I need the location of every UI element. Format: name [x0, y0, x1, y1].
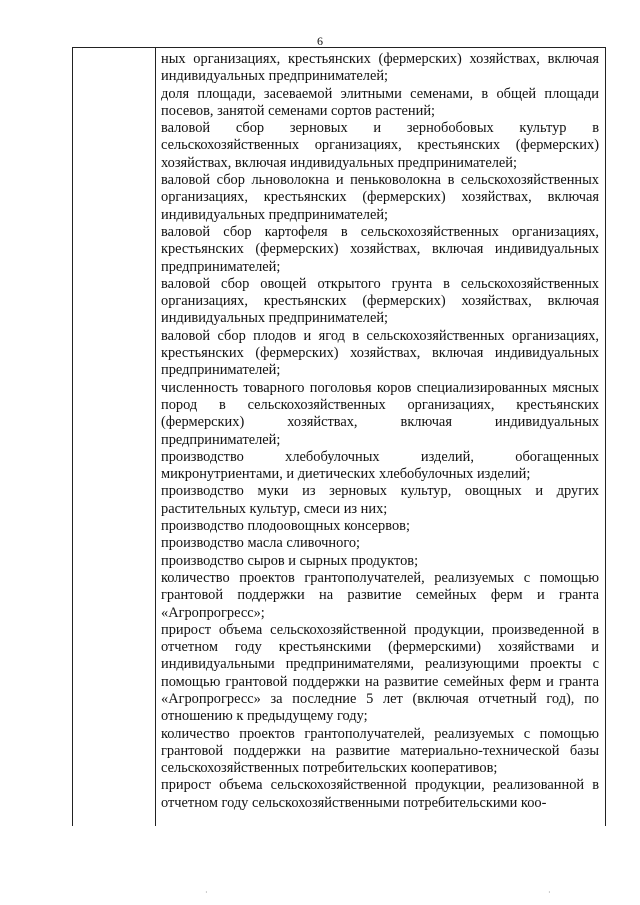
indicator-item: валовой сбор льноволокна и пеньковолокна в сельскохозяйственных организациях, крестьянских (фермерских) хозяйствах, включая индивидуальных предпринимателей;: [161, 172, 599, 223]
indicator-item: валовой сбор зерновых и зернобобовых культур в сельскохозяйственных организациях, крестьянских (фермерских) хозяйствах, включая индивидуальных предпринимателей;: [161, 120, 599, 171]
table-text-column: [156, 48, 605, 826]
indicator-item: количество проектов грантополучателей, реализуемых с помощью грантовой поддержки на развитие семейных ферм и гранта «Агропрогресс»;: [161, 569, 599, 621]
indicator-item: ных организациях, крестьянских (фермерских) хозяйствах, включая индивидуальных предпринимателей;: [161, 51, 599, 85]
indicator-item: валовой сбор картофеля в сельскохозяйственных организациях, крестьянских (фермерских) хозяйствах, включая индивидуальных предпринимателей;: [161, 223, 599, 275]
indicator-item: производство масла сливочного;: [161, 535, 361, 552]
scan-mark: ·: [205, 888, 208, 897]
document-table: [72, 47, 606, 826]
indicator-item: производство муки из зерновых культур, овощных и других растительных культур, смеси из них;: [161, 483, 599, 517]
indicator-item: количество проектов грантополучателей, реализуемых с помощью грантовой поддержки на развитие материально-технической базы сельскохозяйственных потребительских кооперативов;: [161, 725, 599, 777]
indicator-item: численность товарного поголовья коров специализированных мясных пород в сельскохозяйственных организациях, крестьянских (фермерских) хозяйствах, включая индивидуальных предпринимателей;: [161, 379, 599, 448]
indicator-item: производство хлебобулочных изделий, обогащенных микронутриентами, и диетических хлебобулочных изделий;: [161, 448, 599, 483]
indicator-item: прирост объема сельскохозяйственной продукции, произведенной в отчетном году крестьянскими (фермерскими) хозяйствами и индивидуальными предпринимателями, реализующими проекты с помощью грантовой поддержки на развитие семейных ферм и гранта «Агропрогресс» за последние 5 лет (включая отчетный год), по отношению к предыдущему году;: [161, 621, 599, 725]
indicator-item: доля площади, засеваемой элитными семенами, в общей площади посевов, занятой семенами сортов растений;: [161, 85, 599, 119]
indicator-item: производство плодоовощных консервов;: [161, 518, 410, 535]
indicator-item: производство сыров и сырных продуктов;: [161, 552, 419, 569]
indicator-item: валовой сбор плодов и ягод в сельскохозяйственных организациях, крестьянских (фермерских) хозяйствах, включая индивидуальных предпринимателей;: [161, 327, 599, 379]
scan-mark: ·: [548, 888, 551, 897]
indicator-item: прирост объема сельскохозяйственной продукции, реализованной в отчетном году сельскохозяйственными потребительскими коо-: [161, 777, 599, 811]
indicator-item: валовой сбор овощей открытого грунта в сельскохозяйственных организациях, крестьянских (фермерских) хозяйствах, включая индивидуальных предпринимателей;: [161, 275, 599, 327]
page-number: 6: [317, 34, 323, 48]
table-left-column: [73, 48, 156, 826]
